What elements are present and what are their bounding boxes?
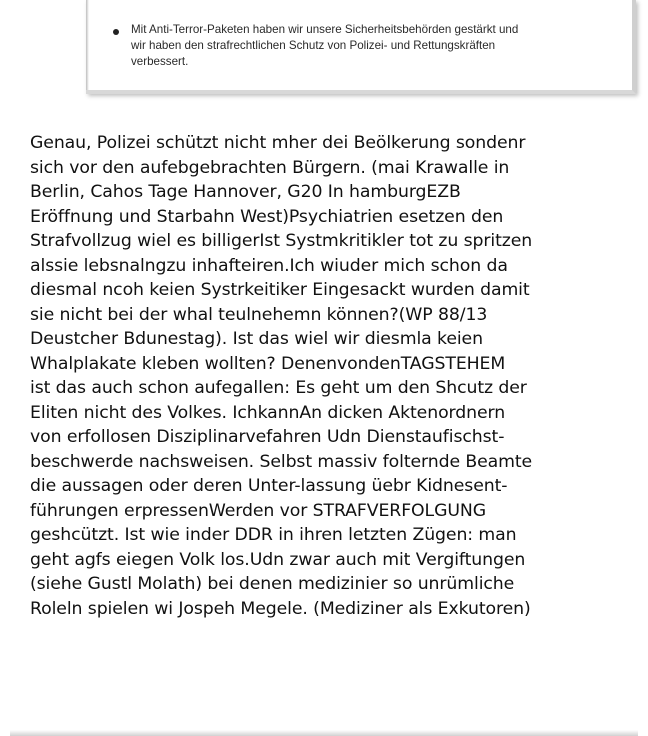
page-bottom-shadow bbox=[10, 730, 638, 736]
quoted-clipping bbox=[86, 0, 636, 94]
comment-line: ist das auch schon aufegallen: Es geht um den Shcutz der bbox=[30, 378, 527, 398]
comment-line: die aussagen oder deren Unter-lassung üebr Kidnesent- bbox=[30, 476, 508, 496]
comment-line: von erfollosen Disziplinarvefahren Udn Dienstaufischst- bbox=[30, 427, 505, 447]
comment-text bbox=[30, 131, 630, 621]
bullet-line: verbessert. bbox=[131, 55, 189, 68]
comment-line: diesmal ncoh keien Systrkeitiker Eingesackt wurden damit bbox=[30, 280, 530, 300]
bullet-dot-icon bbox=[113, 29, 119, 35]
comment-line: Berlin, Cahos Tage Hannover, G20 In hamburgEZB bbox=[30, 182, 461, 202]
comment-line: alssie lebsnalngzu inhafteiren.Ich wiuder mich schon da bbox=[30, 255, 508, 276]
comment-line: führungen erpressenWerden vor STRAFVERFOLGUNG bbox=[30, 500, 487, 521]
comment-line: Deustcher Bdunestag). Ist das wiel wir diesmla keien bbox=[30, 329, 483, 349]
comment-line: sie nicht bei der whal teulnehemn können?(WP 88/13 bbox=[30, 304, 488, 325]
comment-line: Eliten nicht des Volkes. IchkannAn dicken Aktenordnern bbox=[30, 402, 506, 423]
comment-line: Roleln spielen wi Jospeh Megele. (Mediziner als Exkutoren) bbox=[30, 598, 531, 619]
comment-line: sich vor den aufebgebrachten Bürgern. (mai Krawalle in bbox=[30, 157, 510, 178]
bullet-item bbox=[113, 22, 623, 70]
comment-line: Strafvollzug wiel es billigerIst Systmkritikler tot zu spritzen bbox=[30, 231, 533, 251]
bullet-line: wir haben den strafrechtlichen Schutz von Polizei- und Rettungskräften bbox=[131, 39, 496, 52]
comment-line: (siehe Gustl Molath) bei denen medizinier so unrümliche bbox=[30, 574, 515, 594]
comment-line: beschwerde nachsweisen. Selbst massiv folternde Beamte bbox=[30, 451, 533, 472]
comment-line: geshcützt. Ist wie inder DDR in ihren letzten Zügen: man bbox=[30, 525, 517, 545]
bullet-text bbox=[131, 22, 518, 70]
comment-line: Genau, Polizei schützt nicht mher dei Beölkerung sondenr bbox=[30, 133, 526, 153]
clipping-edge-shadow bbox=[86, 0, 89, 90]
bullet-line: Mit Anti-Terror-Paketen haben wir unsere Sicherheitsbehörden gestärkt und bbox=[131, 23, 519, 36]
comment-line: geht agfs eiegen Volk los.Udn zwar auch mit Vergiftungen bbox=[30, 549, 526, 570]
comment-line: Eröffnung und Starbahn West)Psychiatrien esetzen den bbox=[30, 206, 504, 227]
comment-line: Whalplakate kleben wollten? DenenvondenTAGSTEHEM bbox=[30, 353, 506, 374]
